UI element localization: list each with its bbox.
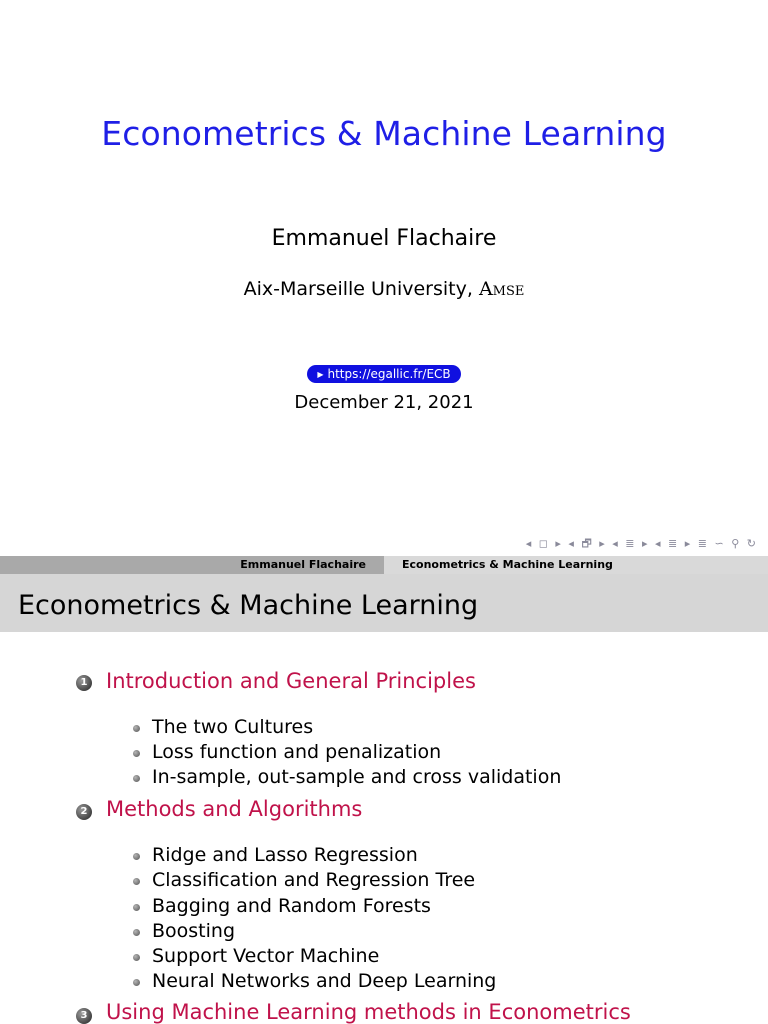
bullet-icon xyxy=(133,775,140,782)
toc-subsection[interactable]: In-sample, out-sample and cross validation xyxy=(152,766,562,788)
toc-section-title[interactable]: Using Machine Learning methods in Econometrics xyxy=(106,1000,631,1024)
bullet-icon xyxy=(133,904,140,911)
slide-headline xyxy=(0,556,768,574)
url-link-button[interactable] xyxy=(307,365,461,383)
toc-subsection[interactable]: Loss function and penalization xyxy=(152,741,442,763)
presentation-date: December 21, 2021 xyxy=(294,392,474,413)
author-name: Emmanuel Flachaire xyxy=(271,226,497,251)
bullet-icon xyxy=(133,878,140,885)
bullet-icon xyxy=(133,979,140,986)
toc-subsection[interactable]: Boosting xyxy=(152,920,236,942)
headline-title: Econometrics & Machine Learning xyxy=(384,556,768,574)
bullet-icon xyxy=(133,750,140,757)
toc-section-title[interactable]: Methods and Algorithms xyxy=(106,797,363,821)
institution-acronym: Amse xyxy=(478,278,525,300)
bullet-icon xyxy=(133,725,140,732)
toc-section-title[interactable]: Introduction and General Principles xyxy=(106,669,476,693)
toc-subsection[interactable]: Neural Networks and Deep Learning xyxy=(152,970,497,992)
bullet-icon xyxy=(133,853,140,860)
toc-subsection[interactable]: Classification and Regression Tree xyxy=(152,869,476,891)
institution xyxy=(0,278,768,300)
bullet-icon xyxy=(133,929,140,936)
toc-subsection[interactable]: Ridge and Lasso Regression xyxy=(152,844,418,866)
section-number-badge: 3 xyxy=(76,1008,92,1024)
outline-slide xyxy=(0,556,768,1024)
frame-title: Econometrics & Machine Learning xyxy=(0,574,768,632)
bullet-icon xyxy=(133,954,140,961)
toc-subsection[interactable]: Support Vector Machine xyxy=(152,945,380,967)
institution-name: Aix-Marseille University, xyxy=(243,278,473,300)
section-number-badge: 2 xyxy=(76,804,92,820)
url-link-text: https://egallic.fr/ECB xyxy=(327,367,451,381)
toc-subsection[interactable]: Bagging and Random Forests xyxy=(152,895,431,917)
toc-subsection[interactable]: The two Cultures xyxy=(152,716,314,738)
section-number-badge: 1 xyxy=(76,675,92,691)
presentation-title: Econometrics & Machine Learning xyxy=(101,114,667,153)
play-arrow-icon: ▶ xyxy=(317,370,324,379)
beamer-navigation-controls[interactable]: ◂ ◻ ▸ ◂ 🗗 ▸ ◂ ≣ ▸ ◂ ≣ ▸ ≣ ∽ ⚲ ↻ xyxy=(525,537,758,550)
headline-author: Emmanuel Flachaire xyxy=(240,558,366,571)
